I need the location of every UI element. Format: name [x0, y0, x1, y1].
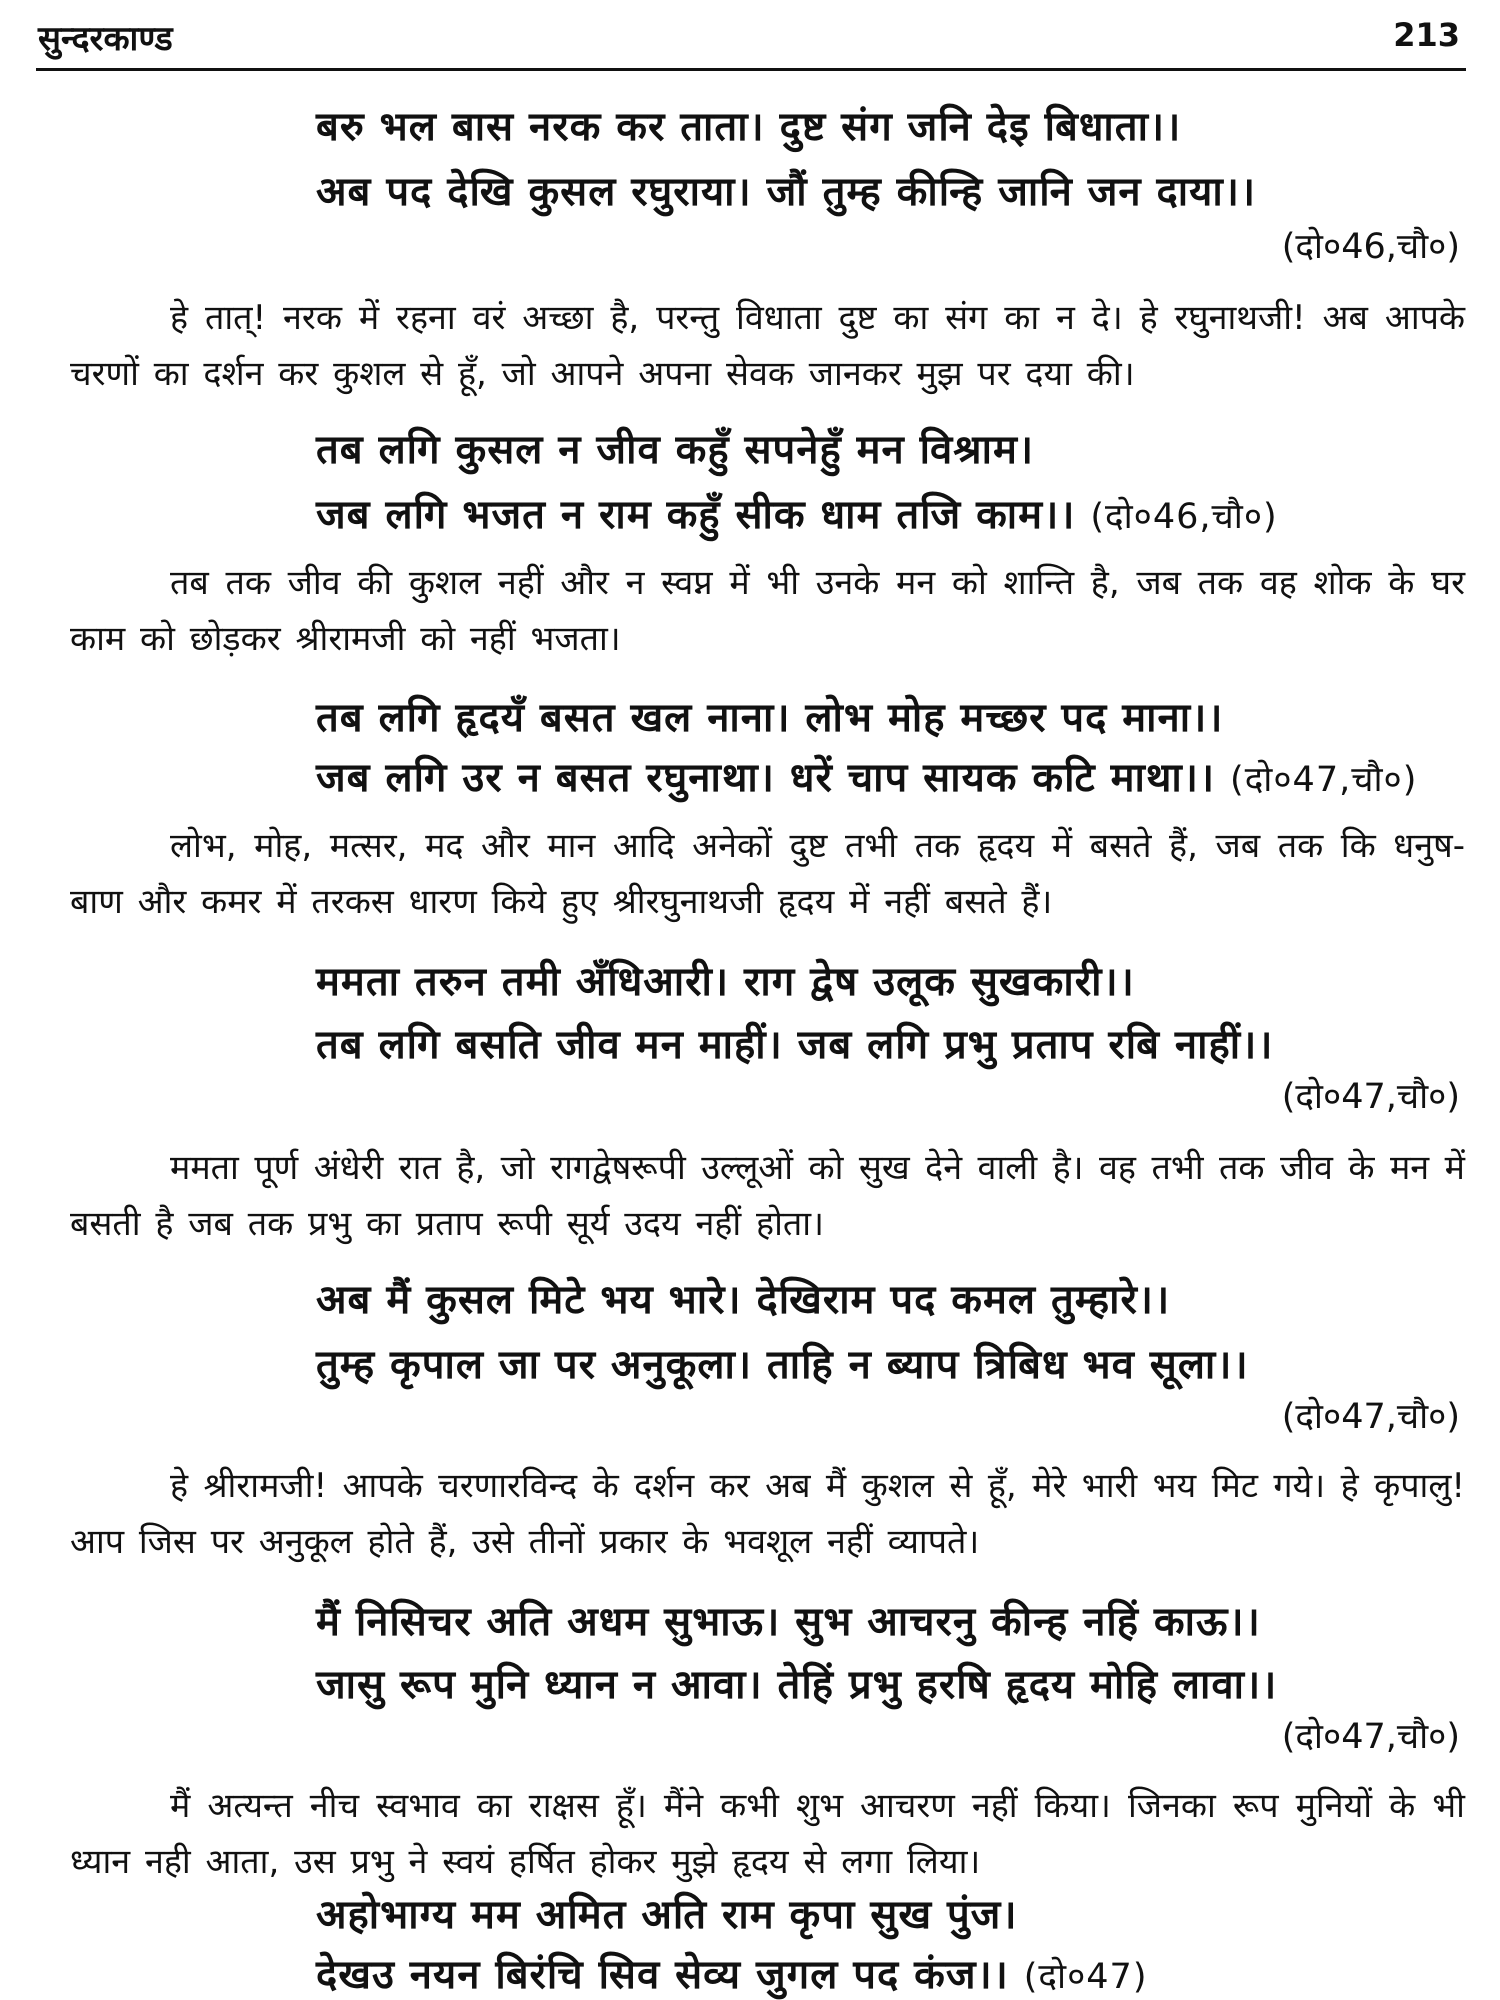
- verse-line: मैं निसिचर अति अधम सुभाऊ। सुभ आचरनु कीन्ह नहिं काऊ।।: [316, 1599, 1261, 1645]
- verse-reference: (दो०47,चौ०): [1281, 1397, 1460, 1437]
- meaning-paragraph: हे तात्! नरक में रहना वरं अच्छा है, परन्तु विधाता दुष्ट का संग का न दे। हे रघुनाथजी! अब आपके चरणों का दर्शन कर कुशल से हूँ, जो आपने अपना सेवक जानकर मुझ पर दया की।: [70, 298, 1465, 394]
- verse-line: तुम्ह कृपाल जा पर अनुकूला। ताहि न ब्याप त्रिबिध भव सूला।।: [316, 1342, 1249, 1388]
- meaning-paragraph: लोभ, मोह, मत्सर, मद और मान आदि अनेकों दुष्ट तभी तक हृदय में बसते हैं, जब तक कि धनुष-बाण और कमर में तरकस धारण किये हुए श्रीरघुनाथजी हृदय में नहीं बसते हैं।: [70, 826, 1465, 922]
- verse-line: ममता तरुन तमी अँधिआरी। राग द्वेष उलूक सुखकारी।।: [316, 959, 1135, 1005]
- verse-reference: (दो०47): [1023, 1957, 1148, 1997]
- running-header-title: सुन्दरकाण्ड: [38, 19, 173, 59]
- verse-reference: (दो०46,चौ०): [1281, 227, 1460, 267]
- verse-line: [316, 748, 1417, 803]
- verse-reference: (दो०47,चौ०): [1281, 1717, 1460, 1757]
- verse-reference: (दो०47,चौ०): [1230, 760, 1418, 800]
- verse-text: देखउ नयन बिरंचि सिव सेव्य जुगल पद कंज।।: [316, 1952, 1009, 1998]
- page-number: 213: [1393, 16, 1460, 54]
- verse-reference: (दो०46,चौ०): [1090, 497, 1278, 537]
- verse-line: [316, 485, 1278, 540]
- verse-text: जब लगि उर न बसत रघुनाथा। धरें चाप सायक कटि माथा।।: [316, 755, 1216, 801]
- verse-line: [316, 1945, 1147, 2000]
- verse-text: जब लगि भजत न राम कहुँ सीक धाम तजि काम।।: [316, 492, 1076, 538]
- verse-line: जासु रूप मुनि ध्यान न आवा। तेहिं प्रभु हरषि हृदय मोहि लावा।।: [316, 1662, 1278, 1708]
- verse-line: तब लगि बसति जीव मन माहीं। जब लगि प्रभु प्रताप रबि नाहीं।।: [316, 1022, 1274, 1068]
- meaning-paragraph: ममता पूर्ण अंधेरी रात है, जो रागद्वेषरूपी उल्लूओं को सुख देने वाली है। वह तभी तक जीव के मन में बसती है जब तक प्रभु का प्रताप रूपी सूर्य उदय नहीं होता।: [70, 1148, 1465, 1244]
- verse-line: बरु भल बास नरक कर ताता। दुष्ट संग जनि देइ बिधाता।।: [316, 104, 1182, 150]
- verse-line: तब लगि कुसल न जीव कहुँ सपनेहुँ मन विश्राम।: [316, 427, 1035, 473]
- meaning-paragraph: मैं अत्यन्त नीच स्वभाव का राक्षस हूँ। मैंने कभी शुभ आचरण नहीं किया। जिनका रूप मुनियों के भी ध्यान नही आता, उस प्रभु ने स्वयं हर्षित होकर मुझे हृदय से लगा लिया।: [70, 1786, 1465, 1882]
- header-rule: [36, 68, 1466, 71]
- verse-line: अहोभाग्य मम अमित अति राम कृपा सुख पुंज।: [316, 1892, 1018, 1938]
- verse-line: अब मैं कुसल मिटे भय भारे। देखिराम पद कमल तुम्हारे।।: [316, 1277, 1171, 1323]
- meaning-paragraph: तब तक जीव की कुशल नहीं और न स्वप्न में भी उनके मन को शान्ति है, जब तक वह शोक के घर काम को छोड़कर श्रीरामजी को नहीं भजता।: [70, 563, 1465, 659]
- verse-line: अब पद देखि कुसल रघुराया। जौं तुम्ह कीन्हि जानि जन दाया।।: [316, 169, 1257, 215]
- verse-reference: (दो०47,चौ०): [1281, 1077, 1460, 1117]
- verse-line: तब लगि हृदयँ बसत खल नाना। लोभ मोह मच्छर पद माना।।: [316, 695, 1224, 741]
- meaning-paragraph: हे श्रीरामजी! आपके चरणारविन्द के दर्शन कर अब मैं कुशल से हूँ, मेरे भारी भय मिट गये। हे कृपालु! आप जिस पर अनुकूल होते हैं, उसे तीनों प्रकार के भवशूल नहीं व्यापते।: [70, 1466, 1465, 1562]
